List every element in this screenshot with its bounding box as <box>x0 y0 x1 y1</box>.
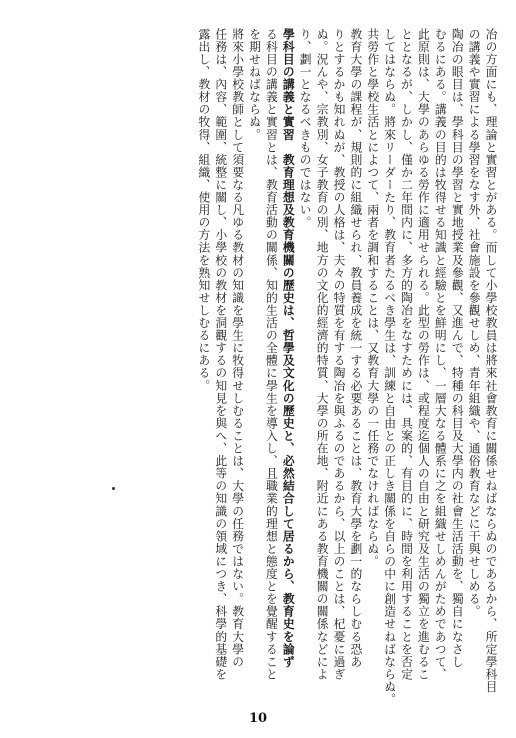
text-line: 此原則は、大學のあらゆる勞作に適用せられる。此型の勞作は、或程度迄個人の自由と研究及生活の獨立を進むるこ <box>416 28 431 681</box>
text-line: を期せねばならぬ。 <box>247 28 262 141</box>
body-text <box>90 28 498 706</box>
text-line: 共勞作と學校生活とによつて、兩者を調和することは、又教育大學の一任務でなければならぬ。 <box>365 28 380 568</box>
text-line: りとするかも知れぬが、教授の人格は、夫々の特質を有する陶冶を與ふるのであるから、以上のことは、杞憂に過ぎ <box>331 28 346 681</box>
text-line: 教育大學の課程が、規則的に組織せられ、教員養成を統一する必要あることは、教育大學を劃一的ならしむる恐あ <box>348 28 363 669</box>
page-number: 10 <box>248 711 268 726</box>
text-line: ぬ。況んや、宗教別、女子教育の別、地方の文化的經濟的特質、大學の所在地、附近にある教育機關の關係などによ <box>315 28 330 681</box>
text-line: 陶冶の眼目は、學科目の學習と實地授業及參觀、又進んで、特種の科目及大學内の社會生活活動を、獨自になさし <box>450 28 465 669</box>
text-line: 任務は、內容、範圍、統整に關し、小學校の教材を洞觀するの知見を與へ、此等の知識の領域につき、科學的基礎を <box>213 28 228 681</box>
text-line: 露出し、教材の牧得、組織、使用の方法を熟知せしむるにある。 <box>196 28 211 392</box>
text-line: むるにある。講義の目的は牧得せる知識と經驗とを鮮明にし、一層大なる體系に之を組織せしめんがためであつて、 <box>433 28 448 681</box>
section-heading-line: 學科目の講義と實習 教育理想及教育機關の歷史は、哲學及文化の歷史と、必然結合して居るから、教育史を論ず <box>281 28 296 669</box>
margin-dot <box>112 487 115 490</box>
text-line: 冶の方面にも、理論と實習とがある。而して小學校教員は將來社會教育に關係せねばならぬのであるから、所定學科目 <box>484 28 498 694</box>
text-line: の講義や實習による學習をなす外、社會施設を參觀せしめ、青年組織や、通俗教育などに干與せしめる。 <box>467 28 482 618</box>
text-line: る科目の講義と實習とは、教育活動の關係、知的生活の全體に學生を導入し、且職業的理想と態度とを覺醒すること <box>264 28 279 681</box>
text-line: ととなるが、しかし、僅か二年間内に、多方的陶冶をなすためには、具案的、有目的に、時間を利用することを否定 <box>399 28 414 681</box>
text-line: してはならぬ。將來リーダーたり、教育者たるべき學生は、訓練と自由との正しき關係を自らの中に創造せねばならぬ。 <box>382 28 397 706</box>
text-line: 將來小學校教師として須要なる凡ゆる教材の知識を學生に牧得せしむることは、大學の任務ではない。教育大學の <box>230 28 245 669</box>
text-line: り、劃一となるべきものではない。 <box>298 28 313 229</box>
